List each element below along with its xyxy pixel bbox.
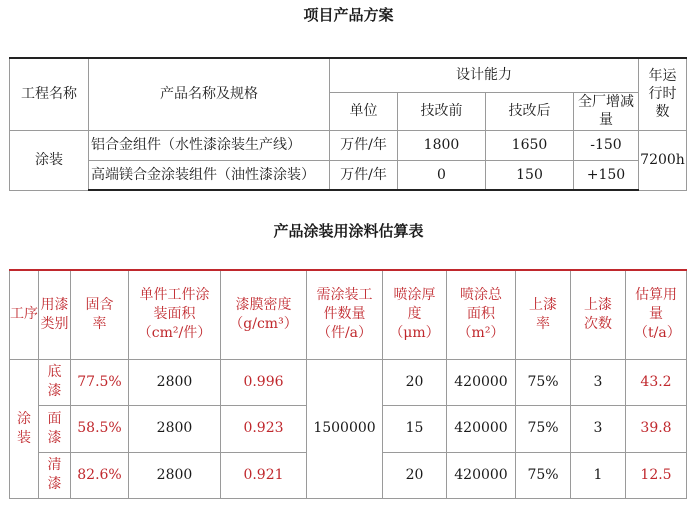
process-name-cell: 涂装 <box>10 359 39 498</box>
density-cell: 0.921 <box>221 452 307 498</box>
usage-cell: 12.5 <box>626 452 687 498</box>
solid-cell: 77.5% <box>71 359 129 405</box>
after-cell: 1650 <box>486 130 574 160</box>
count-cell: 1500000 <box>307 359 383 498</box>
before-cell: 0 <box>398 160 486 190</box>
header-before: 技改前 <box>398 92 486 130</box>
total-area-cell: 420000 <box>447 452 516 498</box>
header-count: 需涂装工件数量（件/a） <box>307 270 383 359</box>
area-cell: 2800 <box>129 452 221 498</box>
paint-cell: 面漆 <box>39 405 71 452</box>
thickness-cell: 20 <box>383 452 447 498</box>
hours-value-cell: 7200h <box>639 130 687 190</box>
product-cell: 铝合金组件（水性漆涂装生产线） <box>89 130 330 160</box>
solid-cell: 82.6% <box>71 452 129 498</box>
density-cell: 0.923 <box>221 405 307 452</box>
header-times: 上漆次数 <box>571 270 626 359</box>
times-cell: 3 <box>571 405 626 452</box>
header-solid: 固含率 <box>71 270 129 359</box>
product-cell: 高端镁合金涂装组件（油性漆涂装） <box>89 160 330 190</box>
header-capacity: 设计能力 <box>330 58 639 92</box>
paint-cell: 清漆 <box>39 452 71 498</box>
times-cell: 3 <box>571 359 626 405</box>
change-cell: -150 <box>574 130 639 160</box>
paint-cell: 底漆 <box>39 359 71 405</box>
area-cell: 2800 <box>129 359 221 405</box>
after-cell: 150 <box>486 160 574 190</box>
change-cell: +150 <box>574 160 639 190</box>
table1-title: 项目产品方案 <box>303 6 394 24</box>
area-cell: 2800 <box>129 405 221 452</box>
before-cell: 1800 <box>398 130 486 160</box>
density-cell: 0.996 <box>221 359 307 405</box>
solid-cell: 58.5% <box>71 405 129 452</box>
rate-cell: 75% <box>516 359 571 405</box>
header-after: 技改后 <box>486 92 574 130</box>
total-area-cell: 420000 <box>447 359 516 405</box>
total-area-cell: 420000 <box>447 405 516 452</box>
rate-cell: 75% <box>516 452 571 498</box>
header-process: 工序 <box>10 270 39 359</box>
header-total-area: 喷涂总面积（m²） <box>447 270 516 359</box>
usage-cell: 39.8 <box>626 405 687 452</box>
header-change: 全厂增减量 <box>574 92 639 130</box>
usage-cell: 43.2 <box>626 359 687 405</box>
thickness-cell: 15 <box>383 405 447 452</box>
header-thickness: 喷涂厚度（μm） <box>383 270 447 359</box>
header-product: 产品名称及规格 <box>89 58 330 130</box>
header-hours: 年运行时数 <box>639 58 687 130</box>
unit-cell: 万件/年 <box>330 130 398 160</box>
header-unit: 单位 <box>330 92 398 130</box>
thickness-cell: 20 <box>383 359 447 405</box>
product-plan-table <box>9 57 687 191</box>
times-cell: 1 <box>571 452 626 498</box>
header-area: 单件工件涂装面积（cm²/件） <box>129 270 221 359</box>
header-usage: 估算用量（t/a） <box>626 270 687 359</box>
rate-cell: 75% <box>516 405 571 452</box>
table2-title: 产品涂装用涂料估算表 <box>273 222 424 240</box>
project-name-cell: 涂装 <box>10 130 89 190</box>
header-paint-type: 用漆类别 <box>39 270 71 359</box>
unit-cell: 万件/年 <box>330 160 398 190</box>
paint-estimate-table <box>9 269 687 499</box>
header-project: 工程名称 <box>10 58 89 130</box>
header-density: 漆膜密度（g/cm³） <box>221 270 307 359</box>
header-rate: 上漆率 <box>516 270 571 359</box>
